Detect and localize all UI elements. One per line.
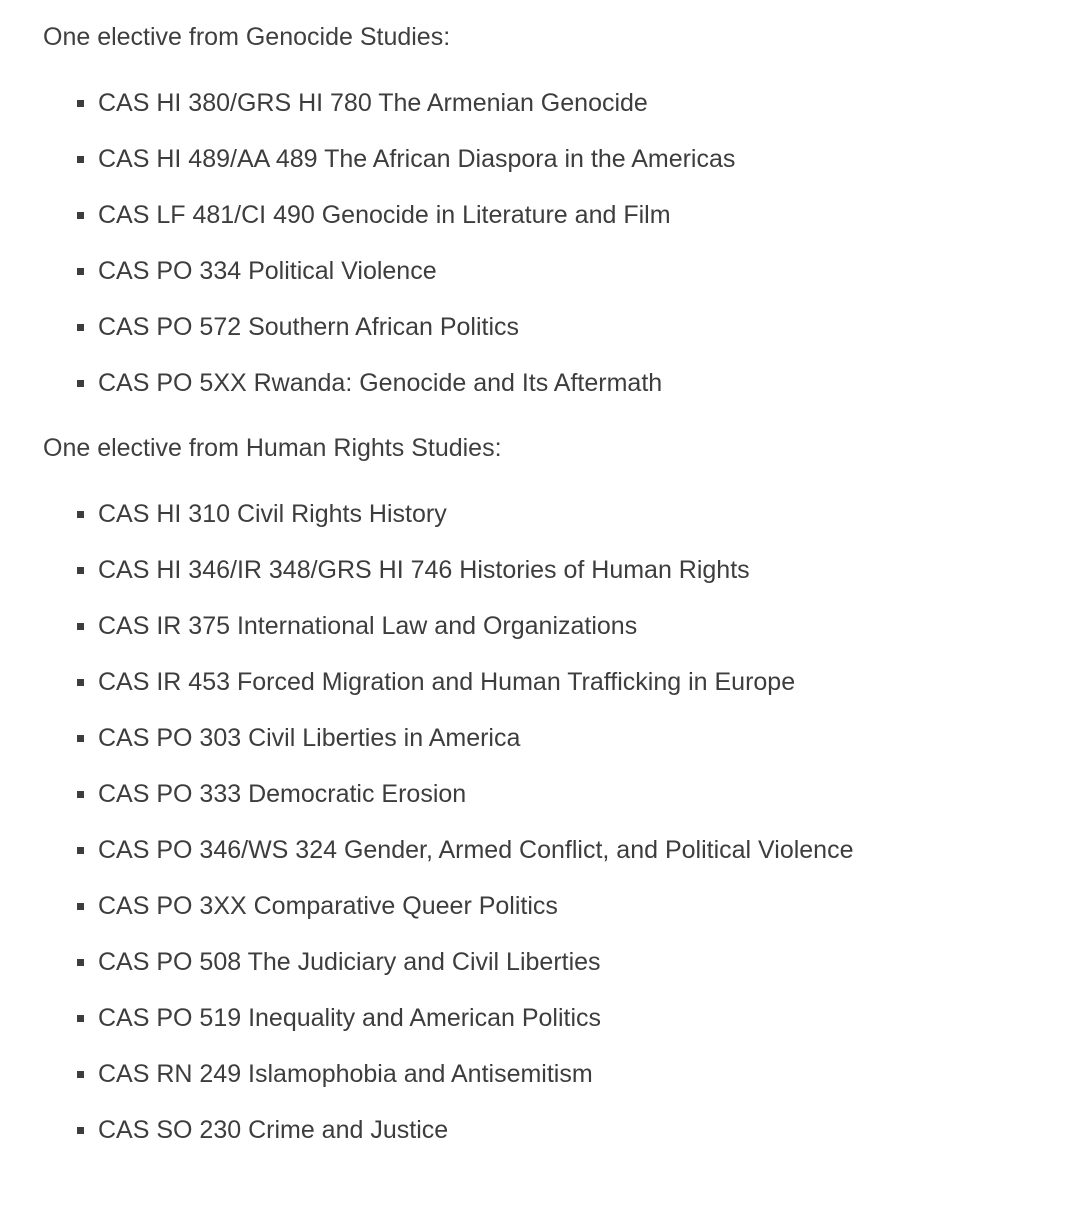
square-bullet-icon xyxy=(77,511,84,518)
course-list-item xyxy=(43,310,1080,344)
square-bullet-icon xyxy=(77,212,84,219)
square-bullet-icon xyxy=(77,959,84,966)
course-list-item xyxy=(43,777,1080,811)
course-list-item xyxy=(43,945,1080,979)
square-bullet-icon xyxy=(77,791,84,798)
course-title: CAS HI 489/AA 489 The African Diaspora in the Americas xyxy=(98,145,736,173)
course-list-item xyxy=(43,609,1080,643)
course-list-item xyxy=(43,889,1080,923)
course-list-item xyxy=(43,254,1080,288)
course-list-item xyxy=(43,198,1080,232)
course-list-item xyxy=(43,833,1080,867)
human-rights-studies-course-list xyxy=(43,497,1080,1147)
course-title: CAS PO 572 Southern African Politics xyxy=(98,313,520,341)
course-title: CAS PO 508 The Judiciary and Civil Liberties xyxy=(98,948,601,976)
course-title: CAS LF 481/CI 490 Genocide in Literature and Film xyxy=(98,201,671,229)
square-bullet-icon xyxy=(77,268,84,275)
course-title: CAS PO 334 Political Violence xyxy=(98,257,437,285)
course-list-item xyxy=(43,665,1080,699)
square-bullet-icon xyxy=(77,679,84,686)
square-bullet-icon xyxy=(77,567,84,574)
square-bullet-icon xyxy=(77,735,84,742)
course-title: CAS PO 333 Democratic Erosion xyxy=(98,780,467,808)
course-list-item xyxy=(43,553,1080,587)
genocide-studies-heading: One elective from Genocide Studies: xyxy=(43,23,451,51)
square-bullet-icon xyxy=(77,100,84,107)
human-rights-studies-heading: One elective from Human Rights Studies: xyxy=(43,434,502,462)
course-title: CAS PO 303 Civil Liberties in America xyxy=(98,724,521,752)
course-list-item xyxy=(43,1057,1080,1091)
square-bullet-icon xyxy=(77,623,84,630)
square-bullet-icon xyxy=(77,847,84,854)
course-title: CAS SO 230 Crime and Justice xyxy=(98,1116,449,1144)
course-title: CAS PO 519 Inequality and American Politics xyxy=(98,1004,602,1032)
course-list-item xyxy=(43,721,1080,755)
square-bullet-icon xyxy=(77,1127,84,1134)
genocide-studies-course-list xyxy=(43,86,1080,400)
square-bullet-icon xyxy=(77,156,84,163)
course-list-item xyxy=(43,1001,1080,1035)
square-bullet-icon xyxy=(77,324,84,331)
course-list-item xyxy=(43,86,1080,120)
course-title: CAS PO 346/WS 324 Gender, Armed Conflict, and Political Violence xyxy=(98,836,854,864)
course-list-item xyxy=(43,142,1080,176)
square-bullet-icon xyxy=(77,903,84,910)
course-title: CAS RN 249 Islamophobia and Antisemitism xyxy=(98,1060,593,1088)
course-title: CAS PO 3XX Comparative Queer Politics xyxy=(98,892,558,920)
square-bullet-icon xyxy=(77,380,84,387)
course-list-item xyxy=(43,366,1080,400)
course-list-item xyxy=(43,497,1080,531)
course-title: CAS IR 453 Forced Migration and Human Trafficking in Europe xyxy=(98,668,796,696)
course-title: CAS HI 380/GRS HI 780 The Armenian Genocide xyxy=(98,89,648,117)
course-title: CAS HI 310 Civil Rights History xyxy=(98,500,447,528)
course-title: CAS IR 375 International Law and Organizations xyxy=(98,612,638,640)
course-list-item xyxy=(43,1113,1080,1147)
square-bullet-icon xyxy=(77,1015,84,1022)
square-bullet-icon xyxy=(77,1071,84,1078)
course-title: CAS HI 346/IR 348/GRS HI 746 Histories of Human Rights xyxy=(98,556,750,584)
course-title: CAS PO 5XX Rwanda: Genocide and Its Aftermath xyxy=(98,369,663,397)
